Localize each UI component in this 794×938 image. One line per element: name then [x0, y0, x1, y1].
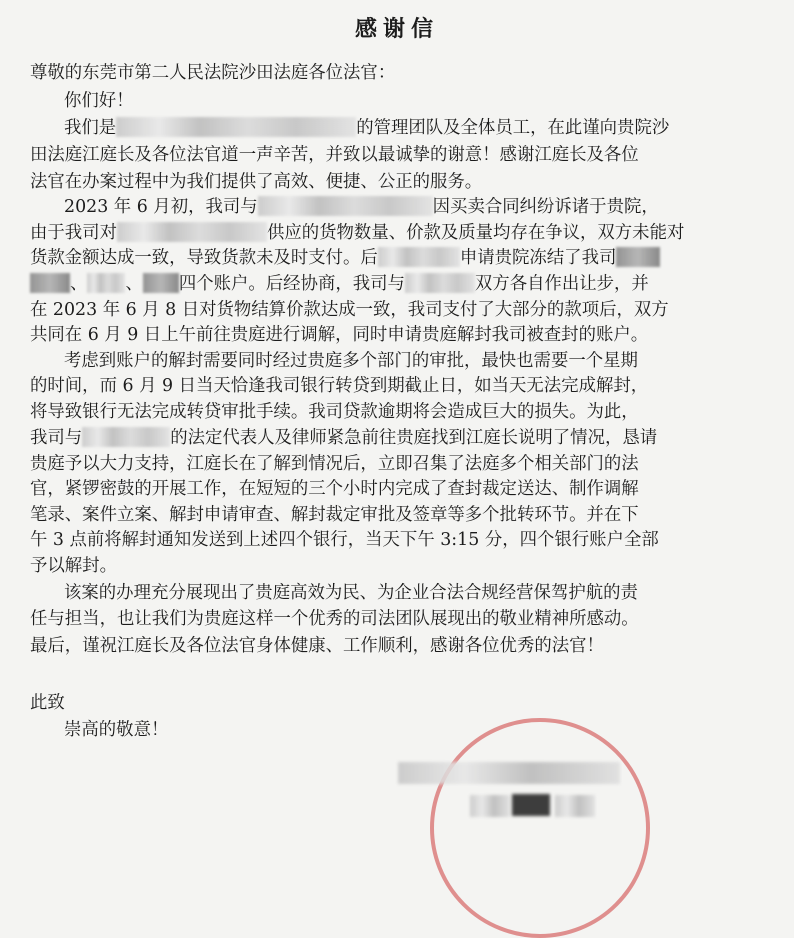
salutation: 尊敬的东莞市第二人民法院沙田法庭各位法官： — [30, 63, 396, 83]
closing: 此致 — [30, 693, 65, 713]
letter-title: 感谢信 — [354, 17, 439, 42]
body-line: 予以解封。 — [30, 556, 117, 576]
body-line: 在 2023 年 6 月 8 日对货物结算价款达成一致，我司支付了大部分的款项后，双方 — [30, 300, 669, 320]
redacted-account — [87, 273, 125, 293]
redacted-date — [512, 794, 550, 816]
redacted-company — [258, 196, 433, 216]
body-line: 2023 年 6 月初，我司与 因买卖合同纠纷诉诸于贵院， — [64, 197, 659, 217]
redacted-account — [143, 273, 179, 293]
body-line: 我们是 的管理团队及全体员工，在此谨向贵院沙 — [64, 118, 670, 138]
body-line: 由于我司对 供应的货物数量、价款及质量均存在争议，双方未能对 — [30, 223, 685, 243]
body-line: 我司与 的法定代表人及律师紧急前往贵庭找到江庭长说明了情况，恳请 — [30, 428, 658, 448]
redacted-account — [30, 273, 70, 293]
body-line: 、 、 四个账户。后经协商，我司与 双方各自作出让步，并 — [30, 271, 649, 297]
greeting: 你们好！ — [64, 91, 134, 111]
redacted-account — [616, 247, 660, 267]
body-line: 贵庭予以大力支持，江庭长在了解到情况后，立即召集了法庭多个相关部门的法 — [30, 454, 639, 474]
body-line: 午 3 点前将解封通知发送到上述四个银行，当天下午 3:15 分，四个银行账户全部 — [30, 530, 659, 550]
body-line: 的时间，而 6 月 9 日当天恰逢我司银行转贷到期截止日，如当天无法完成解封， — [30, 376, 649, 396]
body-line: 该案的办理充分展现出了贵庭高效为民、为企业合法合规经营保驾护航的责 — [64, 583, 638, 603]
redacted-company — [405, 273, 475, 293]
body-line: 官，紧锣密鼓的开展工作，在短短的三个小时内完成了查封裁定送达、制作调解 — [30, 479, 639, 499]
body-line: 将导致银行无法完成转贷审批手续。我司贷款逾期将会造成巨大的损失。为此， — [30, 402, 639, 422]
redacted-signature — [555, 795, 595, 817]
redacted-company — [117, 222, 267, 242]
body-line: 货款金额达成一致，导致货款未及时支付。后 申请贵院冻结了我司 — [30, 245, 660, 271]
body-line: 最后，谨祝江庭长及各位法官身体健康、工作顺利，感谢各位优秀的法官！ — [30, 636, 604, 656]
body-line: 任与担当，也让我们为贵庭这样一个优秀的司法团队展现出的敬业精神所感动。 — [30, 609, 639, 629]
redacted-signature — [470, 795, 510, 817]
redacted-signature — [398, 762, 620, 784]
regards: 崇高的敬意！ — [64, 720, 169, 740]
body-line: 法官在办案过程中为我们提供了高效、便捷、公正的服务。 — [30, 172, 483, 192]
redacted-company — [378, 247, 460, 267]
body-line: 田法庭江庭长及各位法官道一声辛苦，并致以最诚挚的谢意！感谢江庭长及各位 — [30, 145, 639, 165]
official-seal — [430, 718, 650, 938]
redacted-company — [116, 117, 356, 137]
body-line: 考虑到账户的解封需要同时经过贵庭多个部门的审批，最快也需要一个星期 — [64, 351, 638, 371]
redacted-company — [82, 427, 170, 447]
body-line: 笔录、案件立案、解封申请审查、解封裁定审批及签章等多个批转环节。并在下 — [30, 505, 639, 525]
body-line: 共同在 6 月 9 日上午前往贵庭进行调解，同时申请贵庭解封我司被查封的账户。 — [30, 325, 649, 345]
